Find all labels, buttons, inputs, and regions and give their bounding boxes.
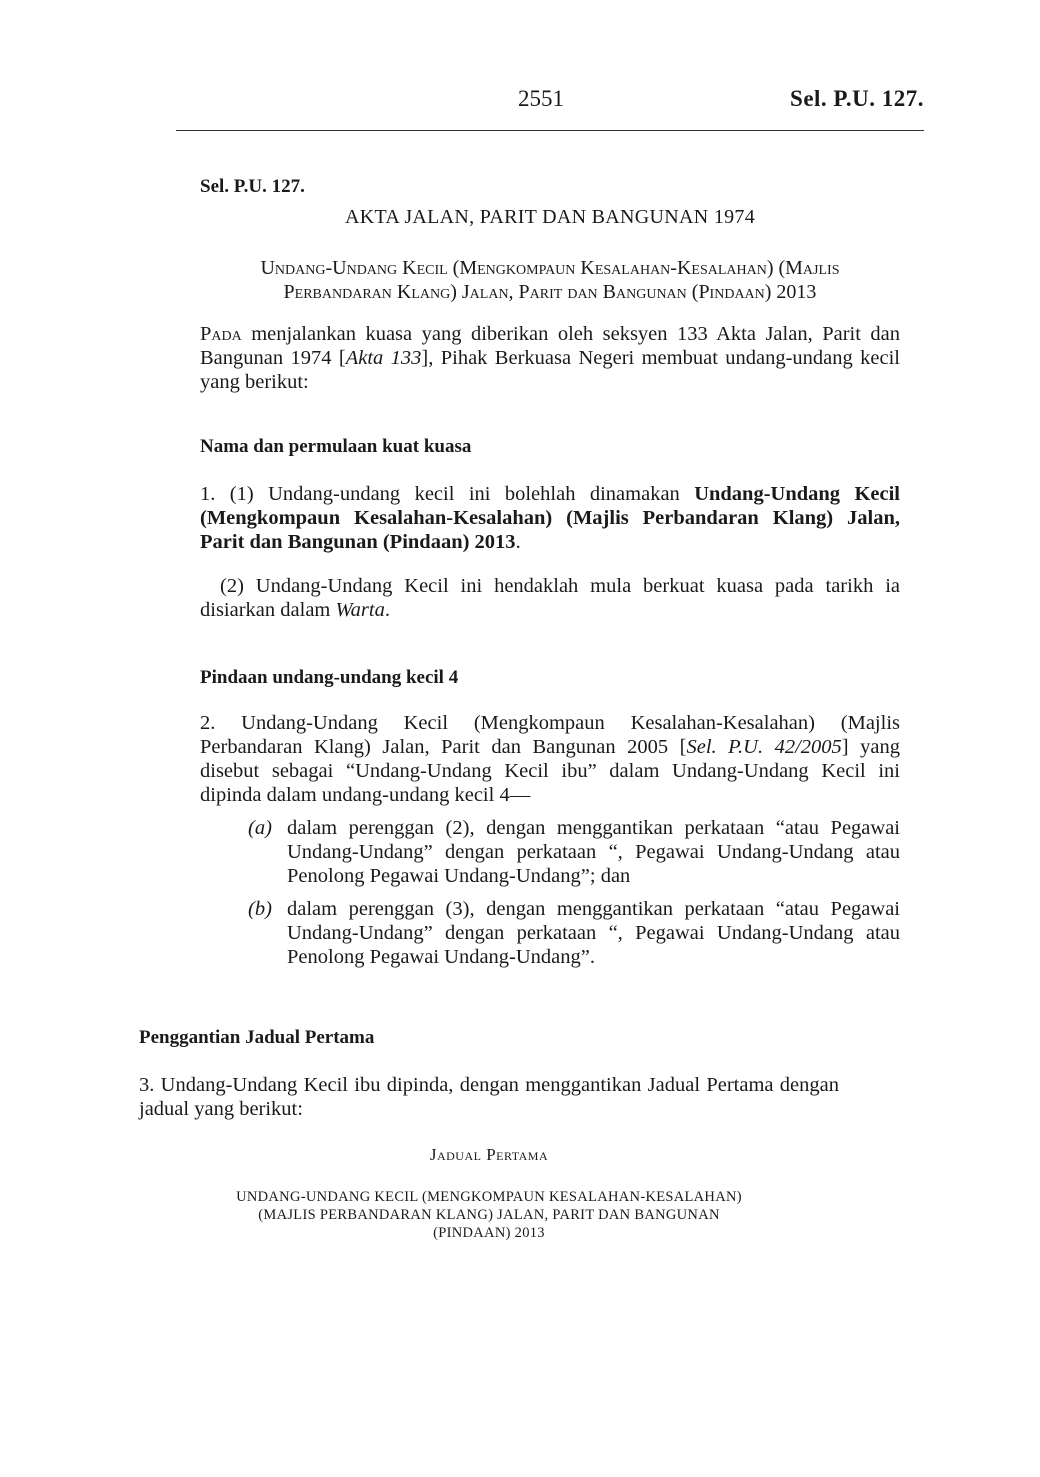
bylaw-title-line-1: Undang-Undang Kecil (Mengkompaun Kesalahan-Kesalahan) (Majlis	[260, 257, 840, 279]
section-1-heading: Nama dan permulaan kuat kuasa	[200, 436, 472, 457]
preamble-paragraph	[200, 322, 900, 394]
s2-ref: Sel. P.U. 42/2005	[686, 736, 842, 758]
header-reference: Sel. P.U. 127.	[790, 86, 924, 111]
preamble-lead: Pada	[200, 323, 242, 345]
schedule-title-line-2: (MAJLIS PERBANDARAN KLANG) JALAN, PARIT DAN BANGUNAN	[258, 1207, 720, 1223]
s1p1-end: .	[515, 531, 521, 553]
s2-lead: 2. Undang-Undang Kecil (Mengkompaun Kesalahan-Kesalahan) (Majlis Perbandaran Klang) Jalan, Parit dan Bangunan 2005 [	[200, 712, 900, 758]
bylaw-title	[200, 256, 900, 304]
item-b-text: dalam perenggan (3), dengan menggantikan perkataan “atau Pegawai Undang-Undang” dengan perkataan “, Pegawai Undang-Undang atau Penolong Pegawai Undang-Undang”.	[287, 898, 900, 968]
s1p2-italic: Warta	[335, 599, 385, 621]
s1p1-bold-title: Undang-Undang Kecil (Mengkompaun Kesalahan-Kesalahan) (Majlis Perbandaran Klang) Jalan, Parit dan Bangunan (Pindaan) 2013	[200, 483, 900, 553]
item-a-label: (a)	[248, 817, 272, 839]
preamble-act-ref: Akta 133	[345, 347, 422, 369]
bylaw-title-line-2: Perbandaran Klang) Jalan, Parit dan Bangunan (Pindaan) 2013	[283, 281, 817, 303]
s1p2-end: .	[384, 599, 390, 621]
section-1-paragraph-1	[200, 482, 900, 554]
item-a-text: dalam perenggan (2), dengan menggantikan perkataan “atau Pegawai Undang-Undang” dengan perkataan “, Pegawai Undang-Undang atau Penolong Pegawai Undang-Undang”; dan	[287, 817, 900, 887]
schedule-title-line-1: UNDANG-UNDANG KECIL (MENGKOMPAUN KESALAHAN-KESALAHAN)	[236, 1189, 742, 1205]
header-divider	[176, 130, 924, 131]
s1p2-lead: (2) Undang-Undang Kecil ini hendaklah mula berkuat kuasa pada tarikh ia disiarkan dalam	[200, 575, 900, 621]
schedule-title	[139, 1188, 839, 1242]
section-3-heading: Penggantian Jadual Pertama	[139, 1027, 375, 1048]
document-reference: Sel. P.U. 127.	[200, 176, 305, 197]
preamble-text-b: ], Pihak Berkuasa Negeri membuat undang-undang kecil yang berikut:	[200, 347, 900, 393]
page-number: 2551	[518, 86, 564, 111]
schedule-title-line-3: (PINDAAN) 2013	[433, 1225, 545, 1241]
section-2-heading: Pindaan undang-undang kecil 4	[200, 667, 459, 688]
section-3-paragraph: 3. Undang-Undang Kecil ibu dipinda, dengan menggantikan Jadual Pertama dengan jadual yang berikut:	[139, 1074, 839, 1120]
section-1-paragraph-2	[200, 574, 900, 622]
act-title: AKTA JALAN, PARIT DAN BANGUNAN 1974	[344, 206, 756, 228]
schedule-heading: Jadual Pertama	[429, 1145, 549, 1164]
section-2-paragraph	[200, 711, 900, 807]
s1p1-lead: 1. (1) Undang-undang kecil ini bolehlah dinamakan	[200, 483, 695, 505]
item-b-label: (b)	[248, 898, 272, 920]
s2-end: ] yang disebut sebagai “Undang-Undang Kecil ibu” dalam Undang-Undang Kecil ini dipinda dalam undang-undang kecil 4—	[200, 736, 900, 806]
preamble-text-a: menjalankan kuasa yang diberikan oleh seksyen 133 Akta Jalan, Parit dan Bangunan 1974 [	[200, 323, 900, 369]
